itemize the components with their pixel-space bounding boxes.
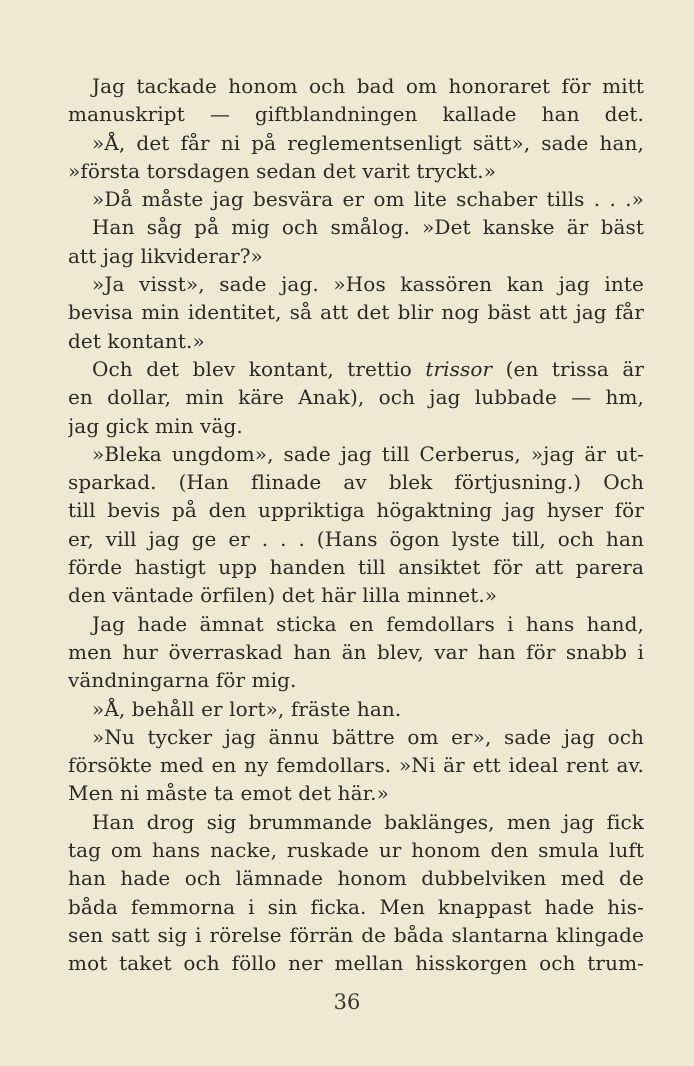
text-line: tag om hans nacke, ruskade ur honom den smula luft bbox=[68, 838, 644, 863]
text-segment: (en trissa är bbox=[505, 356, 644, 381]
text-line: försökte med en ny femdollars. »Ni är ett ideal rent av. bbox=[68, 753, 644, 778]
text-line: »första torsdagen sedan det varit tryckt.» bbox=[68, 158, 497, 183]
text-line: en dollar, min käre Anak), och jag lubbade — hm, bbox=[68, 385, 644, 410]
text-line: båda femmorna i sin ficka. Men knappast hade his- bbox=[68, 894, 644, 919]
text-line: jag gick min väg. bbox=[68, 413, 243, 438]
text-line: bevisa min identitet, så att det blir nog bäst att jag får bbox=[68, 300, 644, 325]
text-line: det kontant.» bbox=[68, 328, 205, 353]
text-line: vändningarna för mig. bbox=[68, 668, 297, 693]
text-line: manuskript — giftblandningen kallade han det. bbox=[68, 102, 644, 127]
text-line: »Nu tycker jag ännu bättre om er», sade jag och bbox=[92, 724, 644, 749]
text-line: Jag hade ämnat sticka en femdollars i hans hand, bbox=[92, 611, 644, 636]
text-line: sen satt sig i rörelse förrän de båda slantarna klingade bbox=[68, 922, 644, 947]
text-line: »Bleka ungdom», sade jag till Cerberus, »jag är ut- bbox=[92, 441, 644, 466]
text-line: att jag likviderar?» bbox=[68, 243, 263, 268]
text-line: sparkad. (Han flinade av blek förtjusning.) Och bbox=[68, 470, 644, 495]
text-line: »Ja visst», sade jag. »Hos kassören kan jag inte bbox=[92, 272, 644, 297]
text-line: er, vill jag ge er . . . (Hans ögon lyste till, och han bbox=[68, 526, 644, 551]
body-text bbox=[68, 72, 644, 978]
page-number: 36 bbox=[333, 990, 361, 1014]
text-line: Han såg på mig och smålog. »Det kanske är bäst bbox=[92, 215, 644, 240]
text-line: »Å, det får ni på reglementsenligt sätt», sade han, bbox=[92, 130, 644, 155]
text-segment: Och det blev kontant, trettio bbox=[92, 356, 412, 381]
italic-word: trissor bbox=[425, 356, 493, 381]
text-line: till bevis på den uppriktiga högaktning jag hyser för bbox=[68, 498, 644, 523]
text-line: han hade och lämnade honom dubbelviken med de bbox=[68, 866, 644, 891]
text-line: »Då måste jag besvära er om lite schaber tills . . .» bbox=[92, 187, 644, 212]
text-line-with-italic bbox=[68, 355, 644, 383]
text-line: mot taket och föllo ner mellan hisskorgen och trum- bbox=[68, 951, 644, 976]
text-line: »Å, behåll er lort», fräste han. bbox=[92, 696, 402, 721]
text-line: Han drog sig brummande baklänges, men jag fick bbox=[92, 809, 644, 834]
text-line: Men ni måste ta emot det här.» bbox=[68, 781, 389, 806]
text-line: men hur överraskad han än blev, var han för snabb i bbox=[68, 639, 644, 664]
text-line: förde hastigt upp handen till ansiktet för att parera bbox=[68, 555, 644, 580]
text-line: den väntade örfilen) det här lilla minnet.» bbox=[68, 583, 498, 608]
text-line: Jag tackade honom och bad om honoraret för mitt bbox=[92, 74, 644, 98]
